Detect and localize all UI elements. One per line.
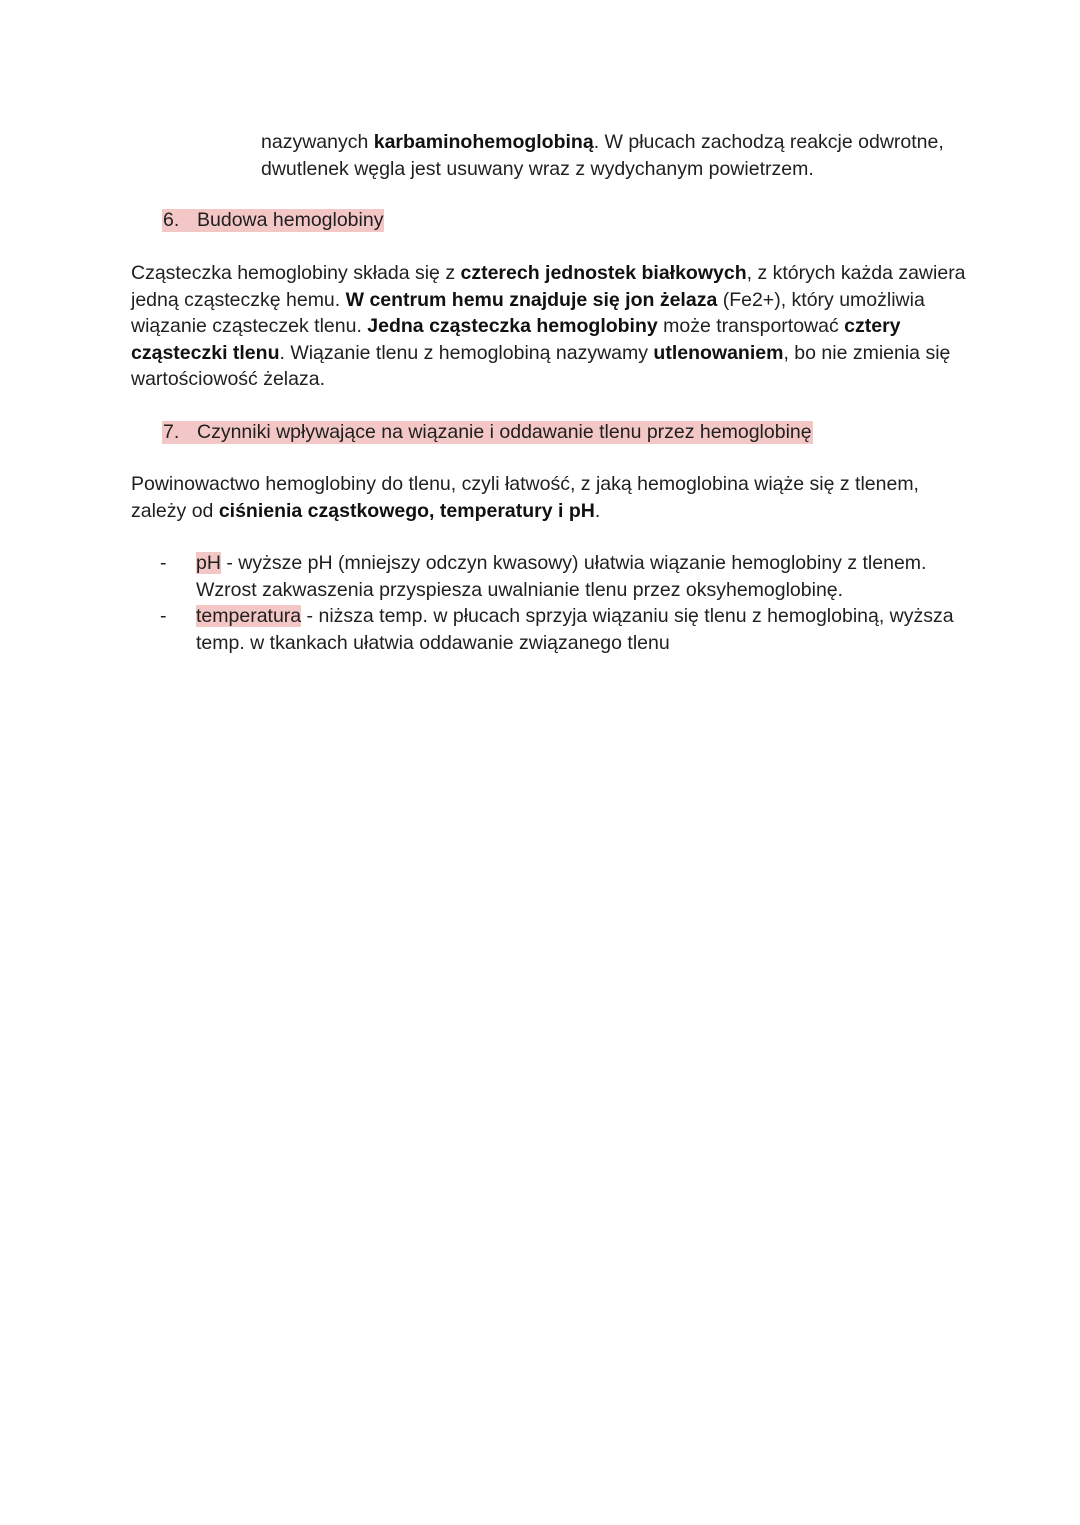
section-title: Budowa hemoglobiny	[197, 209, 384, 231]
list-dash: -	[160, 552, 167, 574]
bold-term: ciśnienia cząstkowego, temperatury i pH	[218, 499, 595, 522]
text-run: może transportować	[657, 315, 845, 337]
factors-list	[0, 550, 1080, 656]
text-run: . W płucach zachodzą reakcje odwrotne, dwutlenek węgla jest usuwany wraz z wydychanym powietrzem.	[261, 131, 944, 180]
bold-term: cztery cząsteczki tlenu	[131, 315, 901, 364]
section-number: 7.	[163, 421, 180, 443]
section-7-heading	[162, 419, 813, 445]
text-run: (Fe2+), który umożliwia wiązanie cząsteczek tlenu.	[131, 288, 925, 337]
bold-term: W centrum hemu znajduje się jon żelaza	[345, 288, 718, 311]
highlighted-keyword: temperatura	[196, 605, 302, 627]
section-6-paragraph	[131, 260, 971, 393]
text-run: Cząsteczka hemoglobiny składa się z	[131, 262, 461, 284]
bold-term: karbaminohemoglobiną	[373, 131, 594, 153]
bold-term: czterech jednostek białkowych	[460, 262, 747, 284]
section-7-paragraph	[131, 471, 971, 524]
list-item	[0, 550, 976, 603]
section-number: 6.	[163, 209, 180, 231]
section-6-heading	[162, 207, 384, 233]
continuation-paragraph	[261, 129, 981, 183]
list-item	[0, 603, 976, 656]
text-run: nazywanych	[261, 131, 374, 153]
text-run: .	[594, 499, 601, 522]
bold-term: utlenowaniem	[653, 341, 784, 364]
heading-highlight	[162, 421, 813, 444]
text-run: , z których każda zawiera jedną cząsteczkę hemu.	[131, 262, 966, 311]
text-run: - niższa temp. w płucach sprzyja wiązaniu się tlenu z hemoglobiną, wyższa temp. w tkankach ułatwia oddawanie związanego tlenu	[196, 605, 954, 654]
text-run: , bo nie zmienia się wartościowość żelaza.	[131, 341, 951, 390]
text-run: Powinowactwo hemoglobiny do tlenu, czyli łatwość, z jaką hemoglobina wiąże się z tlenem, zależy od	[131, 473, 919, 522]
heading-highlight	[162, 209, 384, 232]
bold-term: Jedna cząsteczka hemoglobiny	[367, 315, 658, 337]
text-run: - wyższe pH (mniejszy odczyn kwasowy) ułatwia wiązanie hemoglobiny z tlenem. Wzrost zakwaszenia przyspiesza uwalnianie tlenu przez oksyhemoglobinę.	[196, 552, 927, 601]
section-title: Czynniki wpływające na wiązanie i oddawanie tlenu przez hemoglobinę	[197, 421, 812, 443]
list-dash: -	[160, 605, 167, 627]
text-run: . Wiązanie tlenu z hemoglobiną nazywamy	[279, 341, 654, 364]
highlighted-keyword: pH	[196, 552, 221, 574]
